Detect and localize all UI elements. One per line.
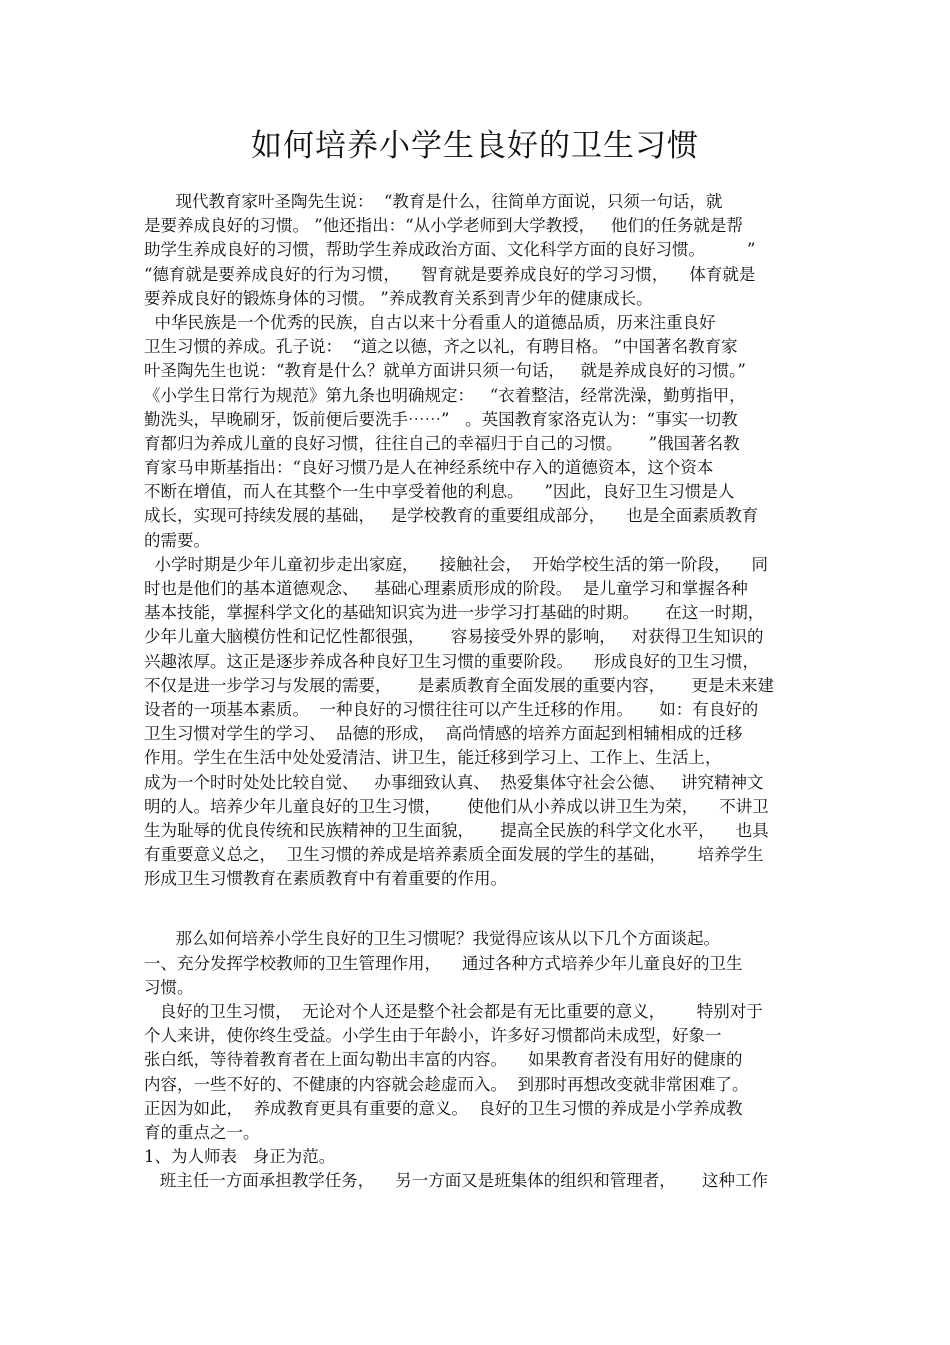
text-line: 《小学生日常行为规范》第九条也明确规定： “衣着整洁，经常洗澡，勤剪指甲， [144,385,746,405]
text-line: 明的人。培养少年儿童良好的卫生习惯， 使他们从小养成以讲卫生为荣， 不讲卫 [144,796,769,816]
text-line: 不断在增值，而人在其整个一生中享受着他的利息。 ”因此，良好卫生习惯是人 [144,482,735,502]
text-line: 习惯。 [144,977,194,997]
text-line: “德育就是要养成良好的行为习惯， 智育就是要养成良好的学习习惯， 体育就是 [144,264,756,284]
document-body [144,190,809,1194]
text-line: 要养成良好的锻炼身体的习惯。 ”养成教育关系到青少年的健康成长。 [144,288,653,308]
text-line: 兴趣浓厚。这正是逐步养成各种良好卫生习惯的重要阶段。 形成良好的卫生习惯， [144,651,759,671]
text-line: 张白纸，等待着教育者在上面勾勒出丰富的内容。 如果教育者没有用好的健康的 [144,1050,743,1070]
text-line: 不仅是进一步学习与发展的需要， 是素质教育全面发展的重要内容， 更是未来建 [144,675,774,695]
text-line: 助学生养成良好的习惯，帮助学生养成政治方面、文化科学方面的良好习惯。 ” [144,240,756,260]
text-line: 成长，实现可持续发展的基础， 是学校教育的重要组成部分， 也是全面素质教育 [144,506,759,526]
text-line: 1、为人师表 身正为范。 [144,1147,336,1167]
text-line: 中华民族是一个优秀的民族，自古以来十分看重人的道德品质，历来注重良好 [144,312,716,332]
text-line: 卫生习惯的养成。孔子说： “道之以德，齐之以礼，有聘目格。 ”中国著名教育家 [144,337,738,357]
text-line: 作用。学生在生活中处处爱清洁、讲卫生，能迁移到学习上、工作上、生活上， [144,748,722,768]
text-line: 育的重点之一。 [144,1122,260,1142]
document-title: 如何培养小学生良好的卫生习惯 [251,128,699,164]
text-line: 的需要。 [144,530,210,550]
text-line: 现代教育家叶圣陶先生说： “教育是什么，往简单方面说，只须一句话，就 [144,192,723,211]
text-line: 成为一个时时处处比较自觉、 办事细致认真、 热爱集体守社会公德、 讲究精神文 [144,772,764,792]
text-line: 生为耻辱的优良传统和民族精神的卫生面貌， 提高全民族的科学文化水平， 也具 [144,820,769,840]
text-line: 卫生习惯对学生的学习、 品德的形成， 高尚情感的培养方面起到相辅相成的迁移 [144,724,743,744]
text-line: 一、充分发挥学校教师的卫生管理作用， 通过各种方式培养少年儿童良好的卫生 [144,953,743,973]
text-line: 良好的卫生习惯， 无论对个人还是整个社会都是有无比重要的意义， 特别对于 [144,1002,763,1021]
text-line: 设者的一项基本素质。 一种良好的习惯往往可以产生迁移的作用。 如：有良好的 [144,699,759,719]
text-line: 形成卫生习惯教育在素质教育中有着重要的作用。 [144,869,507,889]
paragraph-gap [144,891,809,927]
text-line: 正因为如此， 养成教育更具有重要的意义。 良好的卫生习惯的养成是小学养成教 [144,1098,743,1118]
text-line: 勤洗头，早晚刷牙，饭前便后要洗手⋯⋯” 。英国教育家洛克认为：“事实一切教 [144,409,738,429]
text-line: 时也是他们的基本道德观念、 基础心理素质形成的阶段。 是儿童学习和掌握各种 [144,579,748,598]
text-line: 育家马申斯基指出：“良好习惯乃是人在神经系统中存入的道德资本，这个资本 [144,458,714,478]
text-line: 小学时期是少年儿童初步走出家庭， 接触社会， 开始学校生活的第一阶段， 同 [144,554,768,574]
text-line: 叶圣陶先生也说：“教育是什么？就单方面讲只须一句话， 就是养成良好的习惯。” [144,361,746,381]
text-line: 班主任一方面承担教学任务， 另一方面又是班集体的组织和管理者， 这种工作 [144,1171,768,1191]
text-line: 内容，一些不好的、不健康的内容就会趁虚而入。 到那时再想改变就非常困难了。 [144,1074,749,1094]
text-line: 基本技能，掌握科学文化的基础知识宾为进一步学习打基础的时期。 在这一时期， [144,603,765,623]
text-line: 个人来讲，使你终生受益。小学生由于年龄小，许多好习惯都尚未成型，好象一 [144,1026,722,1046]
text-line: 那么如何培养小学生良好的卫生习惯呢？我觉得应该从以下几个方面谈起。 [144,929,720,949]
text-line: 少年儿童大脑模仿性和记忆性都很强， 容易接受外界的影响， 对获得卫生知识的 [144,627,764,647]
text-line: 有重要意义总之， 卫生习惯的养成是培养素质全面发展的学生的基础， 培养学生 [144,845,764,865]
text-line: 是要养成良好的习惯。 ”他还指出：“从小学老师到大学教授， 他们的任务就是帮 [144,216,743,236]
text-line: 育都归为养成儿童的良好习惯，往往自己的幸福归于自己的习惯。 ”俄国著名教 [144,433,740,453]
